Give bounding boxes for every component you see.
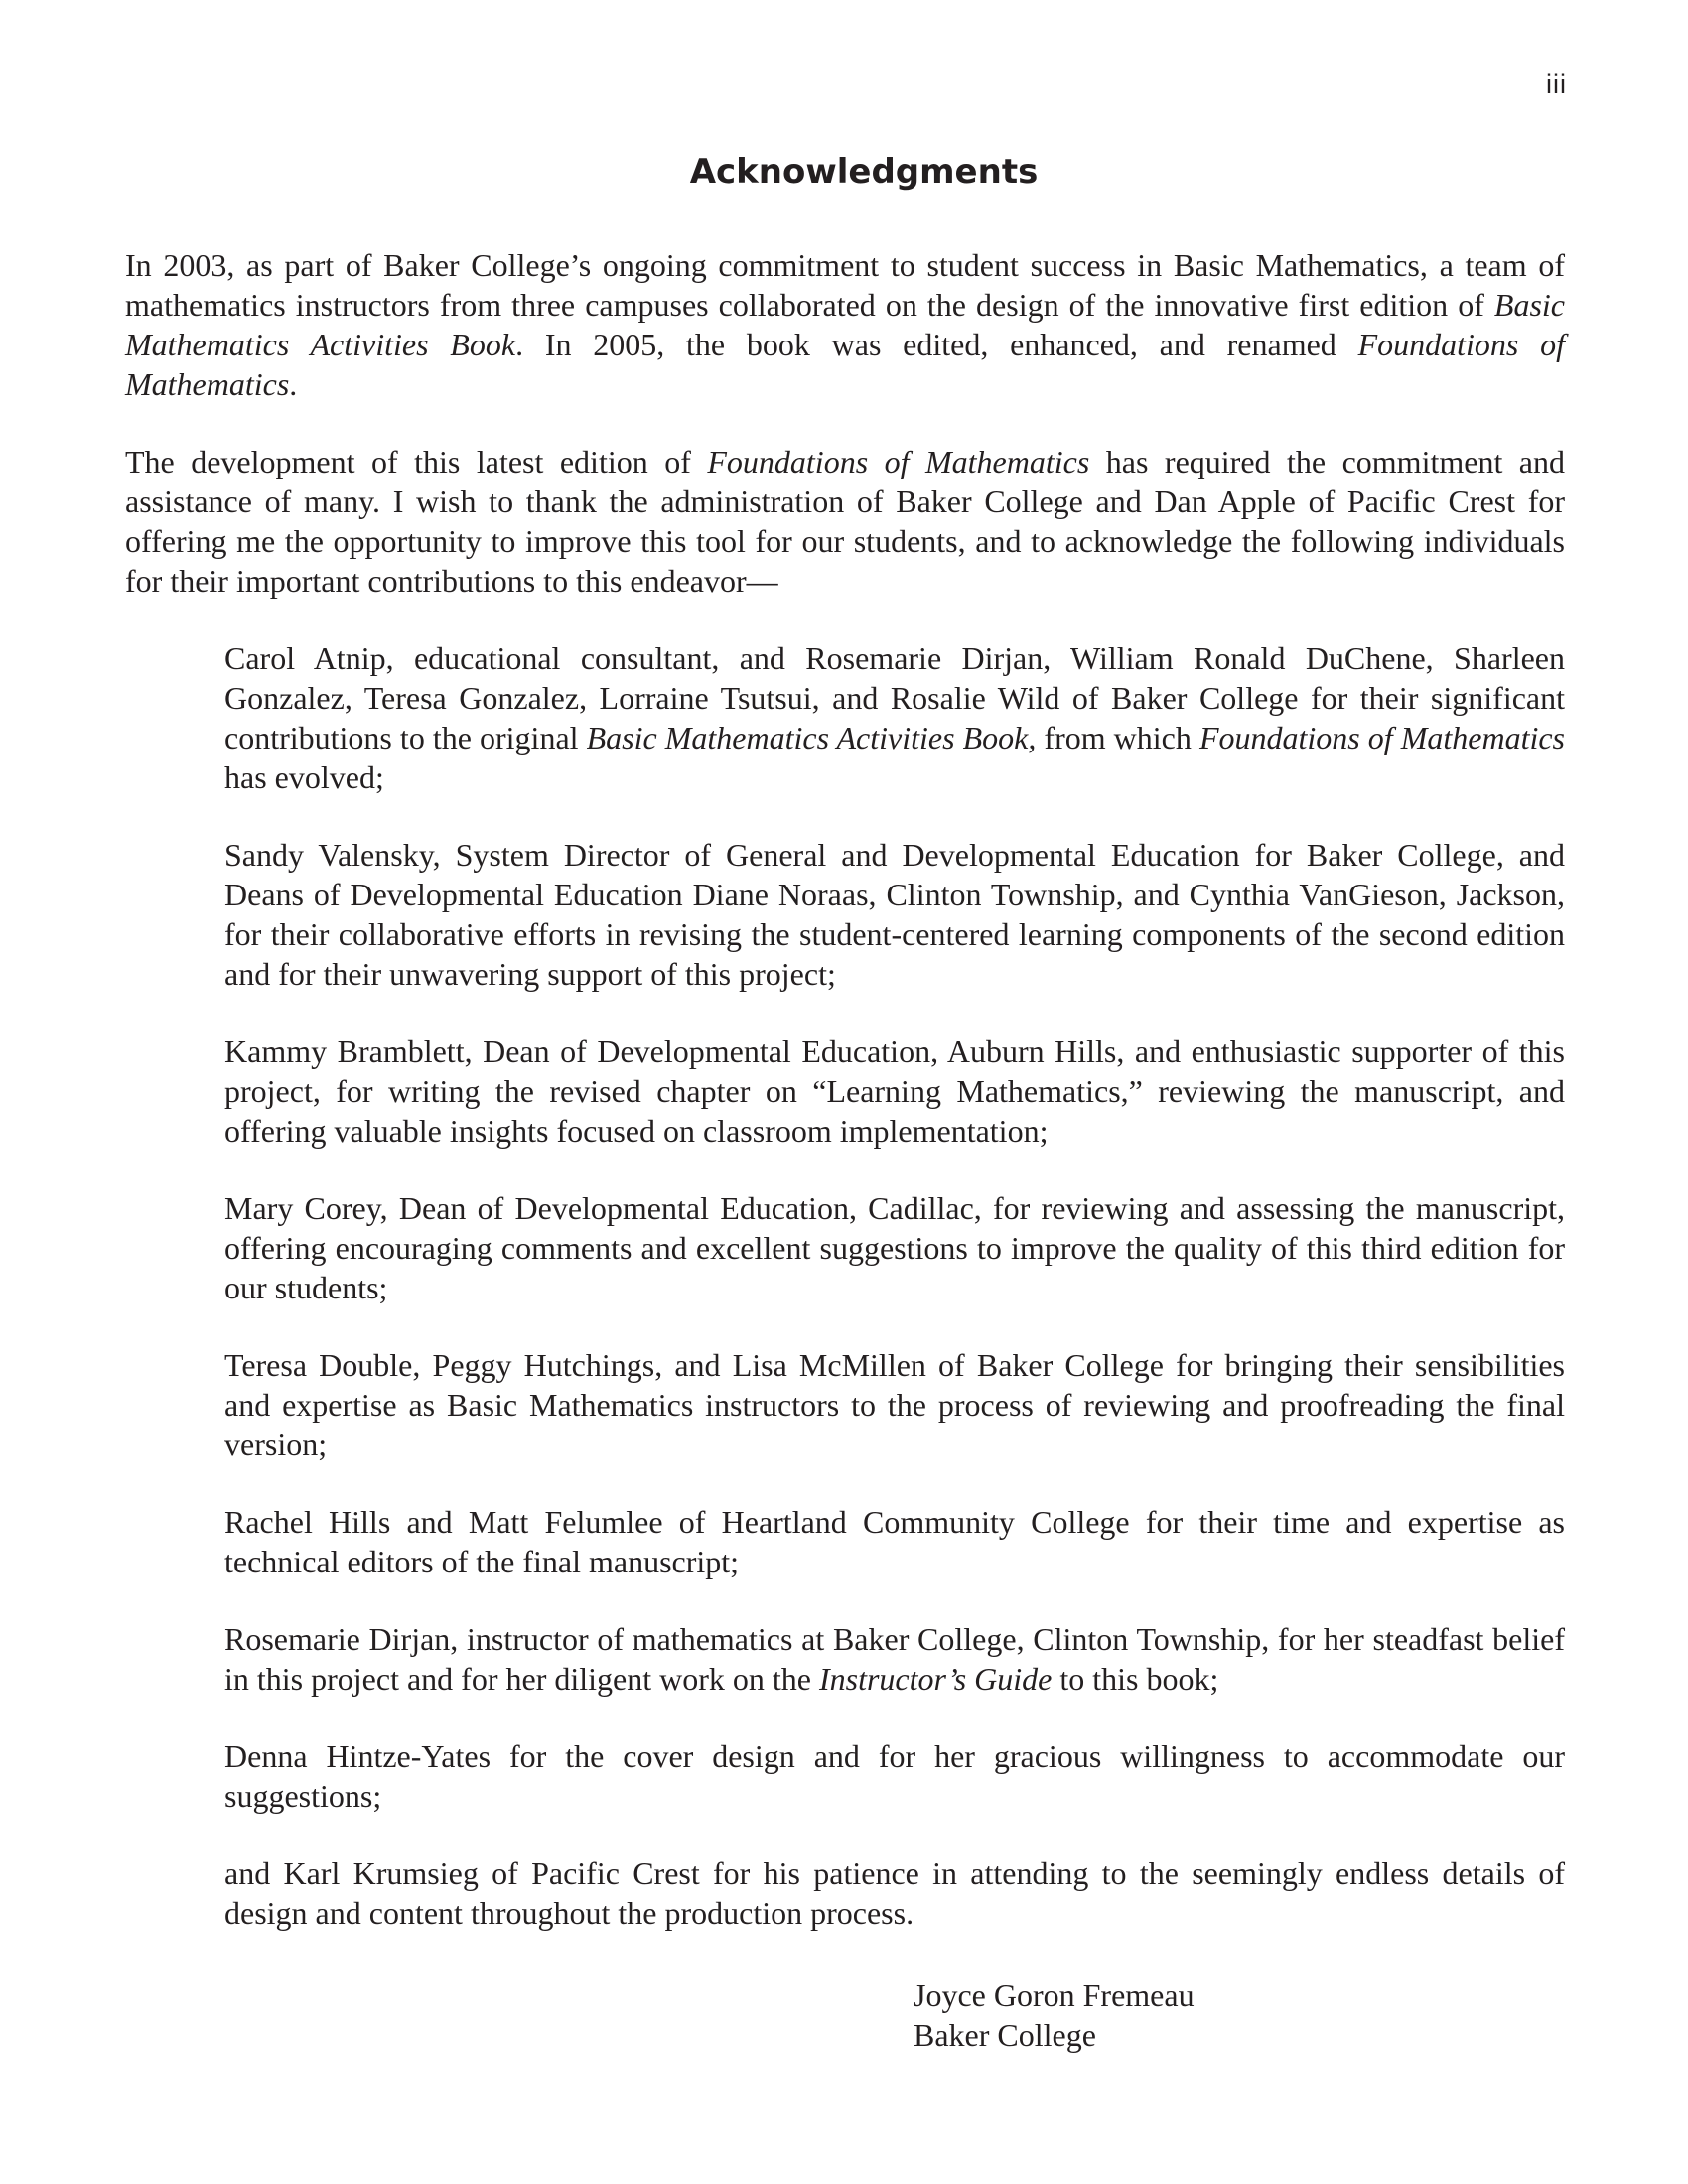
- acknowledgment-item: [224, 638, 1565, 797]
- intro-p2-text-b: has required the commitment and assistance of many. I wish to thank the administration of Baker College and Dan Apple of Pacific Crest for offering me the opportunity to improve this tool for our students, and to acknowledge the following individuals for their important contributions to this endeavor—: [125, 444, 1566, 599]
- acknowledgment-item: Sandy Valensky, System Director of General and Developmental Education for Baker College, and Deans of Developmental Education Diane Noraas, Clinton Township, and Cynthia VanGieson, Jackson, for their collaborative efforts in revising the student-centered learning components of the second edition and for their unwavering support of this project;: [224, 837, 1565, 992]
- book-title-foundations: Foundations of Mathematics: [1198, 720, 1566, 755]
- intro-paragraph-2: [125, 442, 1565, 601]
- ack7-text-b: to this book;: [1052, 1661, 1219, 1697]
- acknowledgment-item: Mary Corey, Dean of Developmental Education, Cadillac, for reviewing and assessing the manuscript, offering encouraging comments and excellent suggestions to improve the quality of this third edition for our students;: [224, 1190, 1565, 1305]
- book-title-basic-math-activities: Basic Mathematics Activities Book,: [586, 720, 1037, 755]
- signature-name: Joyce Goron Fremeau: [914, 1978, 1195, 2013]
- acknowledgments-body: [125, 245, 1565, 1971]
- acknowledgment-item: Teresa Double, Peggy Hutchings, and Lisa McMillen of Baker College for bringing their sensibilities and expertise as Basic Mathematics instructors to the process of reviewing and proofreading the final version;: [224, 1347, 1565, 1462]
- book-title-foundations: Foundations of Mathematics: [707, 444, 1090, 479]
- ack1-text-b: from which: [1036, 720, 1199, 755]
- ack1-text-c: has evolved;: [224, 759, 384, 795]
- book-title-foundations: Foundations of Mathematics: [125, 327, 1566, 402]
- acknowledgment-item: Kammy Bramblett, Dean of Developmental Education, Auburn Hills, and enthusiastic supporter of this project, for writing the revised chapter on “Learning Mathematics,” reviewing the manuscript, and offering valuable insights focused on classroom implementation;: [224, 1033, 1565, 1149]
- book-title-instructors-guide: Instructor’s Guide: [818, 1661, 1053, 1697]
- intro-p1-text-b: . In 2005, the book was edited, enhanced, and renamed: [515, 327, 1358, 362]
- page-title: Acknowledgments: [689, 152, 1039, 192]
- ack7-text-a: Rosemarie Dirjan, instructor of mathematics at Baker College, Clinton Township, for her steadfast belief in this project and for her diligent work on the: [224, 1621, 1565, 1697]
- signature-affiliation: Baker College: [914, 2017, 1096, 2053]
- intro-p2-text-a: The development of this latest edition of: [125, 444, 708, 479]
- book-title-basic-math-activities: Basic Mathematics Activities Book: [125, 287, 1565, 362]
- page-number: iii: [1546, 69, 1567, 99]
- ack1-text-a: Carol Atnip, educational consultant, and Rosemarie Dirjan, William Ronald DuChene, Sharleen Gonzalez, Teresa Gonzalez, Lorraine Tsutsui, and Rosalie Wild of Baker College for their significant contributions to the original: [224, 640, 1565, 755]
- acknowledgment-item: and Karl Krumsieg of Pacific Crest for his patience in attending to the seemingly endless details of design and content throughout the production process.: [224, 1855, 1565, 1931]
- signature-block: [914, 1976, 1195, 2055]
- intro-p1-text-c: .: [289, 366, 298, 402]
- intro-paragraph-1: [125, 245, 1565, 404]
- intro-p1-text-a: In 2003, as part of Baker College’s ongoing commitment to student success in Basic Mathematics, a team of mathematics instructors from three campuses collaborated on the design of the innovative first edition of: [125, 247, 1565, 323]
- acknowledgment-item: Rachel Hills and Matt Felumlee of Heartland Community College for their time and expertise as technical editors of the final manuscript;: [224, 1504, 1565, 1579]
- acknowledgment-item: Denna Hintze-Yates for the cover design and for her gracious willingness to accommodate our suggestions;: [224, 1738, 1565, 1814]
- acknowledgment-item: [224, 1619, 1565, 1699]
